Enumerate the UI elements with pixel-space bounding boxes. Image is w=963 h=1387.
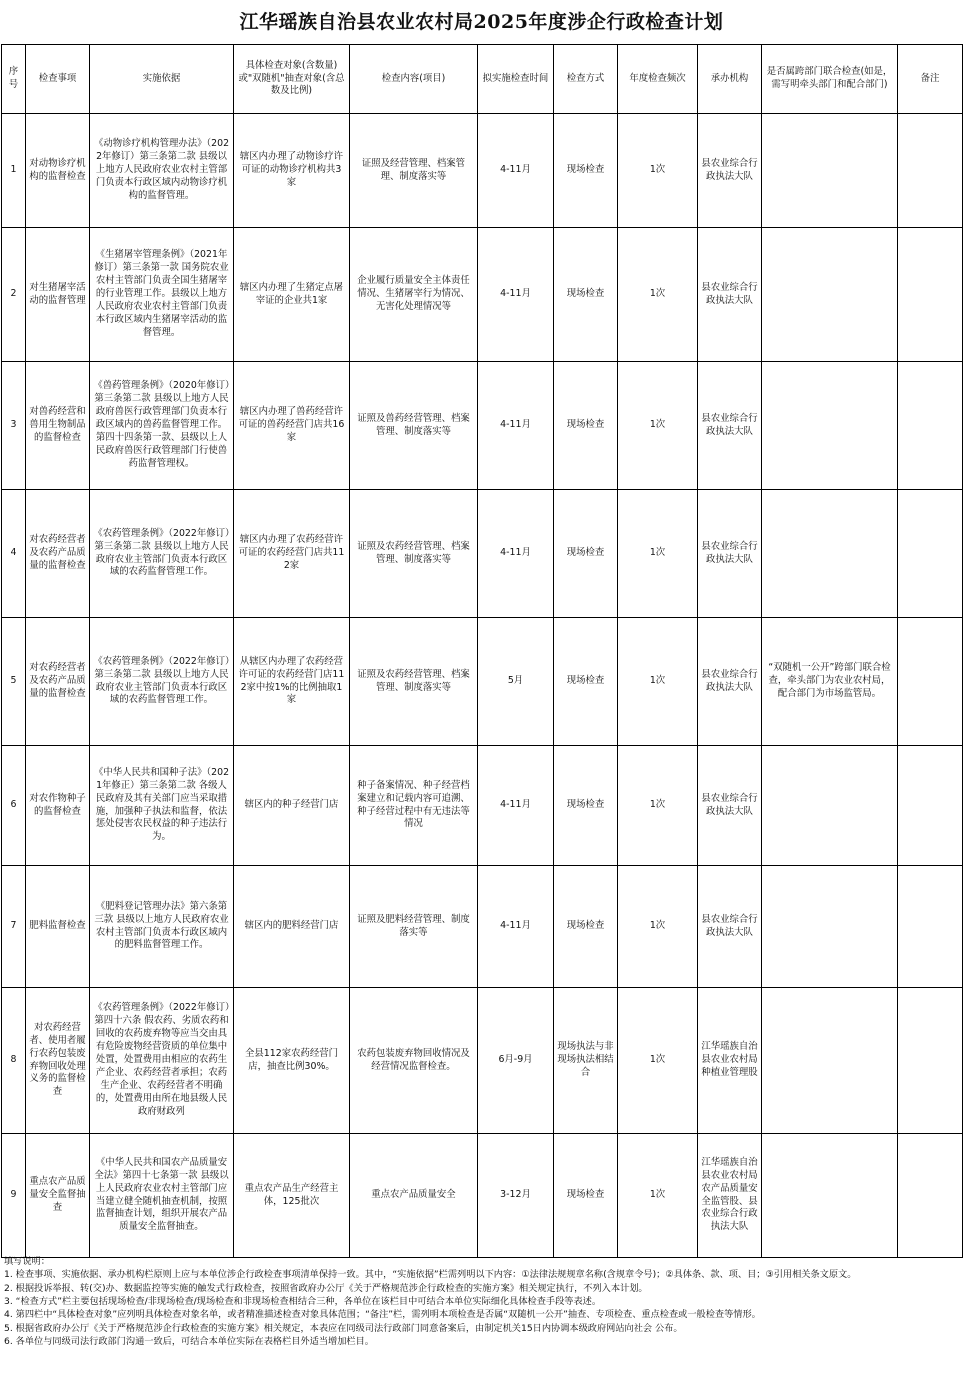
cell-joint	[762, 746, 898, 866]
table-row	[2, 988, 963, 1134]
header-remark: 备注	[898, 45, 963, 114]
header-freq: 年度检查频次	[618, 45, 698, 114]
cell-content: 种子备案情况、种子经营档案建立和记载内容可追溯、种子经营过程中有无违法等情况	[350, 746, 478, 866]
cell-item: 重点农产品质量安全监督抽查	[26, 1134, 90, 1258]
cell-joint	[762, 866, 898, 988]
cell-target: 辖区内办理了生猪定点屠宰证的企业共1家	[234, 228, 350, 362]
header-time: 拟实施检查时间	[478, 45, 554, 114]
cell-time: 4-11月	[478, 228, 554, 362]
cell-basis: 《肥料登记管理办法》第六条第三款 县级以上地方人民政府农业农村主管部门负责本行政区域内的肥料监督管理工作。	[90, 866, 234, 988]
cell-time: 4-11月	[478, 490, 554, 618]
cell-method: 现场检查	[554, 114, 618, 228]
table-row	[2, 362, 963, 490]
cell-item: 对动物诊疗机构的监督检查	[26, 114, 90, 228]
cell-seq: 1	[2, 114, 26, 228]
cell-freq: 1次	[618, 988, 698, 1134]
cell-method: 现场执法与非现场执法相结合	[554, 988, 618, 1134]
cell-seq: 2	[2, 228, 26, 362]
cell-freq: 1次	[618, 362, 698, 490]
cell-basis: 《中华人民共和国种子法》（2021年修正）第三条第二款 各级人民政府及其有关部门应当采取措施，加强种子执法和监督，依法惩处侵害农民权益的种子违法行为。	[90, 746, 234, 866]
cell-method: 现场检查	[554, 228, 618, 362]
cell-joint	[762, 1134, 898, 1258]
cell-method: 现场检查	[554, 490, 618, 618]
cell-freq: 1次	[618, 746, 698, 866]
cell-org: 江华瑶族自治县农业农村局种植业管理股	[698, 988, 762, 1134]
cell-org: 县农业综合行政执法大队	[698, 866, 762, 988]
header-basis: 实施依据	[90, 45, 234, 114]
cell-remark	[898, 866, 963, 988]
cell-time: 6月-9月	[478, 988, 554, 1134]
table-row	[2, 1134, 963, 1258]
cell-org: 县农业综合行政执法大队	[698, 114, 762, 228]
cell-seq: 9	[2, 1134, 26, 1258]
cell-remark	[898, 1134, 963, 1258]
cell-method: 现场检查	[554, 746, 618, 866]
cell-item: 对兽药经营和兽用生物制品的监督检查	[26, 362, 90, 490]
cell-time: 5月	[478, 618, 554, 746]
header-target: 具体检查对象(含数量)或"双随机"抽查对象(含总数及比例)	[234, 45, 350, 114]
cell-joint	[762, 114, 898, 228]
cell-basis: 《农药管理条例》（2022年修订）第三条第二款 县级以上地方人民政府农业主管部门负责本行政区域的农药监督管理工作。	[90, 490, 234, 618]
notes-line: 2. 根据投诉举报、转(交)办、数据监控等实施的触发式行政检查，按照省政府办公厅《关于严格规范涉企行政检查的实施方案》相关规定执行，不列入本计划。	[4, 1282, 648, 1294]
cell-time: 3-12月	[478, 1134, 554, 1258]
cell-basis: 《农药管理条例》（2022年修订）第四十六条 假农药、劣质农药和回收的农药废弃物等应当交由具有危险废物经营资质的单位集中处置，处置费用由相应的农药生产企业、农药经营者承担；农药生产企业、农药经营者不明确的，处置费用由所在地县级人民政府财政列	[90, 988, 234, 1134]
cell-seq: 5	[2, 618, 26, 746]
header-org: 承办机构	[698, 45, 762, 114]
table-row	[2, 114, 963, 228]
cell-target: 从辖区内办理了农药经营许可证的农药经营门店112家中按1%的比例抽取1家	[234, 618, 350, 746]
cell-time: 4-11月	[478, 114, 554, 228]
cell-content: 证照及农药经营管理、档案管理、制度落实等	[350, 618, 478, 746]
header-method: 检查方式	[554, 45, 618, 114]
cell-method: 现场检查	[554, 618, 618, 746]
cell-target: 辖区内的肥料经营门店	[234, 866, 350, 988]
cell-basis: 《农药管理条例》（2022年修订）第三条第二款 县级以上地方人民政府农业主管部门负责本行政区域的农药监督管理工作。	[90, 618, 234, 746]
table-header-row	[2, 45, 963, 114]
cell-freq: 1次	[618, 618, 698, 746]
cell-basis: 《兽药管理条例》（2020年修订）第三条第二款 县级以上地方人民政府兽医行政管理部门负责本行政区域内的兽药监督管理工作。第四十四条第一款、县级以上人民政府兽医行政管理部门行使兽药监督管理权。	[90, 362, 234, 490]
cell-basis: 《中华人民共和国农产品质量安全法》第四十七条第一款 县级以上人民政府农业农村主管部门应当建立健全随机抽查机制，按照监督抽查计划，组织开展农产品质量安全监督抽查。	[90, 1134, 234, 1258]
cell-item: 对农药经营者、使用者履行农药包装废弃物回收处理义务的监督检查	[26, 988, 90, 1134]
cell-seq: 6	[2, 746, 26, 866]
cell-seq: 8	[2, 988, 26, 1134]
notes-line: 3. “检查方式”栏主要包括现场检查/非现场检查/现场检查和非现场检查相结合三种，各单位在该栏目中可结合本单位实际细化具体检查手段等表述。	[4, 1296, 602, 1308]
header-seq: 序号	[2, 45, 26, 114]
header-joint: 是否属跨部门联合检查(如是，需写明牵头部门和配合部门)	[762, 45, 898, 114]
cell-method: 现场检查	[554, 1134, 618, 1258]
cell-content: 企业履行质量安全主体责任情况、生猪屠宰行为情况、无害化处理情况等	[350, 228, 478, 362]
cell-content: 农药包装废弃物回收情况及经营情况监督检查。	[350, 988, 478, 1134]
cell-time: 4-11月	[478, 866, 554, 988]
cell-content: 重点农产品质量安全	[350, 1134, 478, 1258]
cell-method: 现场检查	[554, 362, 618, 490]
cell-method: 现场检查	[554, 866, 618, 988]
cell-remark	[898, 490, 963, 618]
cell-remark	[898, 228, 963, 362]
cell-basis: 《动物诊疗机构管理办法》（2022年修订）第三条第二款 县级以上地方人民政府农业农村主管部门负责本行政区域内动物诊疗机构的监督管理。	[90, 114, 234, 228]
table-row	[2, 228, 963, 362]
cell-item: 肥料监督检查	[26, 866, 90, 988]
notes-line: 6. 各单位与同级司法行政部门沟通一致后，可结合本单位实际在表格栏目外适当增加栏目。	[4, 1336, 374, 1348]
cell-item: 对农药经营者及农药产品质量的监督检查	[26, 618, 90, 746]
cell-org: 县农业综合行政执法大队	[698, 746, 762, 866]
cell-freq: 1次	[618, 228, 698, 362]
notes-line: 4. 第四栏中“具体检查对象”应列明具体检查对象名单，或者精准描述检查对象具体范围；“备注”栏，需列明本项检查是否属“双随机一公开”抽查、专项检查、重点检查或一般检查等情形。	[4, 1309, 761, 1321]
header-item: 检查事项	[26, 45, 90, 114]
cell-time: 4-11月	[478, 362, 554, 490]
cell-content: 证照及经营管理、档案管理、制度落实等	[350, 114, 478, 228]
table-row	[2, 618, 963, 746]
notes-line: 1. 检查事项、实施依据、承办机构栏原则上应与本单位涉企行政检查事项清单保持一致。其中，“实施依据”栏需列明以下内容：①法律法规规章名称(含规章令号)；②具体条、款、项、目；③引用相关条文原文。	[4, 1269, 857, 1281]
cell-freq: 1次	[618, 866, 698, 988]
cell-joint: “双随机一公开”跨部门联合检查，牵头部门为农业农村局，配合部门为市场监管局。	[762, 618, 898, 746]
cell-remark	[898, 362, 963, 490]
cell-target: 重点农产品生产经营主体，125批次	[234, 1134, 350, 1258]
table-row	[2, 866, 963, 988]
cell-item: 对生猪屠宰活动的监督管理	[26, 228, 90, 362]
cell-basis: 《生猪屠宰管理条例》（2021年修订）第三条第一款 国务院农业农村主管部门负责全国生猪屠宰的行业管理工作。县级以上地方人民政府农业农村主管部门负责本行政区域内生猪屠宰活动的监督管理。	[90, 228, 234, 362]
notes-heading: 填写说明：	[4, 1256, 50, 1267]
cell-seq: 7	[2, 866, 26, 988]
header-content: 检查内容(项目)	[350, 45, 478, 114]
cell-joint	[762, 228, 898, 362]
fill-instructions	[4, 1255, 959, 1348]
cell-seq: 3	[2, 362, 26, 490]
cell-target: 辖区内办理了农药经营许可证的农药经营门店共112家	[234, 490, 350, 618]
cell-seq: 4	[2, 490, 26, 618]
table-row	[2, 490, 963, 618]
cell-joint	[762, 362, 898, 490]
cell-content: 证照及农药经营管理、档案管理、制度落实等	[350, 490, 478, 618]
cell-joint	[762, 490, 898, 618]
cell-remark	[898, 988, 963, 1134]
cell-target: 全县112家农药经营门店，抽查比例30%。	[234, 988, 350, 1134]
cell-item: 对农作物种子的监督检查	[26, 746, 90, 866]
cell-freq: 1次	[618, 1134, 698, 1258]
cell-freq: 1次	[618, 114, 698, 228]
cell-remark	[898, 746, 963, 866]
cell-org: 县农业综合行政执法大队	[698, 618, 762, 746]
cell-item: 对农药经营者及农药产品质量的监督检查	[26, 490, 90, 618]
page-title: 江华瑶族自治县农业农村局2025年度涉企行政检查计划	[239, 11, 724, 33]
cell-org: 县农业综合行政执法大队	[698, 362, 762, 490]
cell-content: 证照及兽药经营管理、档案管理、制度落实等	[350, 362, 478, 490]
cell-org: 县农业综合行政执法大队	[698, 228, 762, 362]
cell-remark	[898, 618, 963, 746]
cell-content: 证照及肥料经营管理、制度落实等	[350, 866, 478, 988]
cell-org: 县农业综合行政执法大队	[698, 490, 762, 618]
inspection-plan-table	[1, 44, 963, 1258]
table-row	[2, 746, 963, 866]
cell-target: 辖区内办理了兽药经营许可证的兽药经营门店共16家	[234, 362, 350, 490]
cell-freq: 1次	[618, 490, 698, 618]
cell-time: 4-11月	[478, 746, 554, 866]
notes-line: 5. 根据省政府办公厅《关于严格规范涉企行政检查的实施方案》相关规定，本表应在同级司法行政部门同意备案后，由制定机关15日内协调本级政府网站向社会 公布。	[4, 1322, 683, 1334]
cell-target: 辖区内的种子经营门店	[234, 746, 350, 866]
cell-remark	[898, 114, 963, 228]
cell-joint	[762, 988, 898, 1134]
cell-org: 江华瑶族自治县农业农村局农产品质量安全监管股、县农业综合行政执法大队	[698, 1134, 762, 1258]
cell-target: 辖区内办理了动物诊疗许可证的动物诊疗机构共3家	[234, 114, 350, 228]
